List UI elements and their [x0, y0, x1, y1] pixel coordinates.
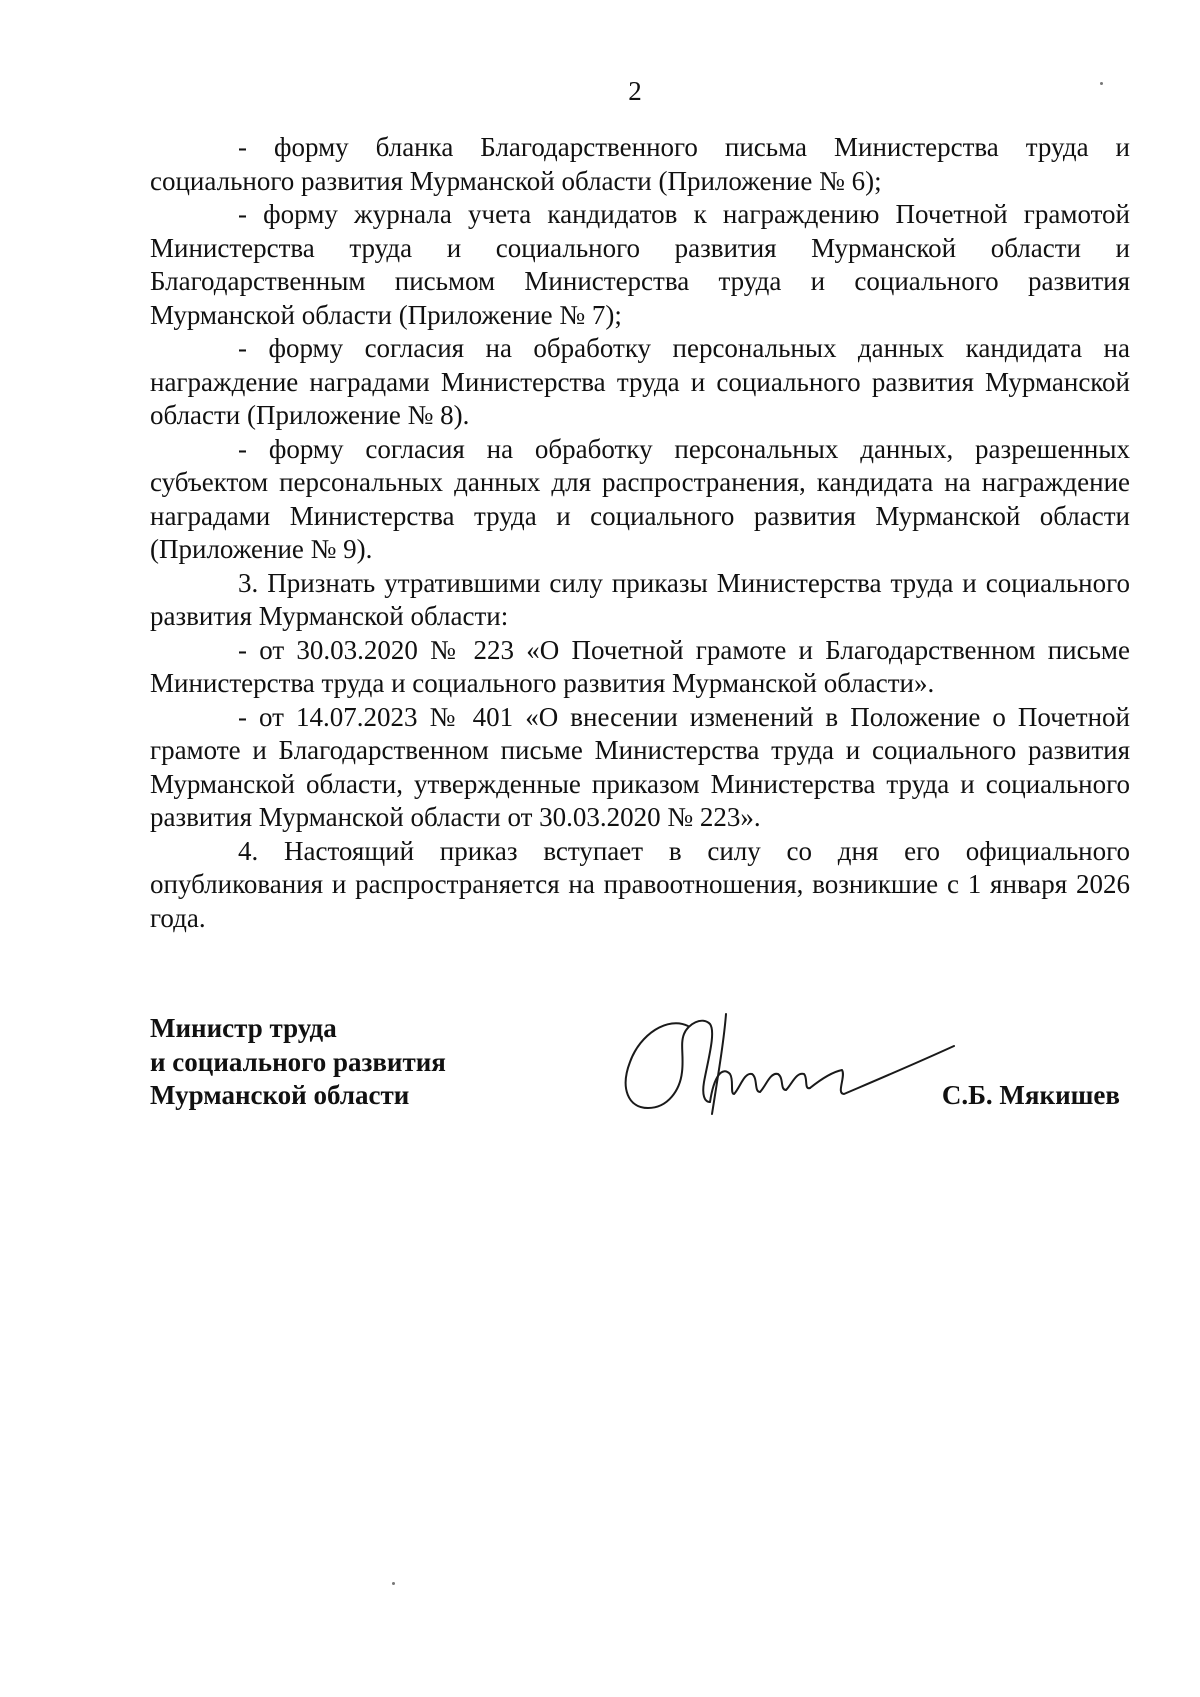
signer-title-line: Министр труда: [150, 1013, 337, 1043]
paragraph-item-3: 3. Признать утратившими силу приказы Министерства труда и социального развития Мурманской области:: [150, 567, 1130, 631]
page-number: 2: [628, 76, 642, 106]
paragraph-form-consent-personal-data: - форму согласия на обработку персональных данных кандидата на награждение наградами Министерства труда и социального развития Мурманской области (Приложение № 8).: [150, 333, 1130, 430]
paragraph-form-letter-blank: - форму бланка Благодарственного письма Министерства труда и социального развития Мурманской области (Приложение № 6);: [150, 132, 1130, 196]
signature-block: [150, 1012, 1130, 1152]
signer-title-line: и социального развития: [150, 1046, 446, 1077]
scan-speck: [392, 1582, 395, 1585]
paragraph-item-4: 4. Настоящий приказ вступает в силу со дня его официального опубликования и распространяется на правоотношения, возникшие с 1 января 2026 года.: [150, 835, 1130, 933]
document-body: [150, 131, 1130, 935]
signer-title: [150, 1012, 446, 1113]
signer-name: С.Б. Мякишев: [941, 1080, 1120, 1110]
scan-speck: [1100, 82, 1103, 85]
paragraph-order-223: - от 30.03.2020 № 223 «О Почетной грамоте и Благодарственном письме Министерства труда и социального развития Мурманской области».: [150, 634, 1130, 698]
paragraph-order-401: - от 14.07.2023 № 401 «О внесении изменений в Положение о Почетной грамоте и Благодарственном письме Министерства труда и социального развития Мурманской области, утвержденные приказом Министерства труда и социального развития Мурманской области от 30.03.2020 № 223».: [150, 701, 1130, 832]
handwritten-signature: [610, 990, 990, 1140]
signer-title-line: Мурманской области: [150, 1080, 410, 1110]
paragraph-form-journal: - форму журнала учета кандидатов к награждению Почетной грамотой Министерства труда и социального развития Мурманской области и Благодарственным письмом Министерства труда и социального развития Мурманской области (Приложение № 7);: [150, 199, 1130, 330]
paragraph-form-consent-distribution: - форму согласия на обработку персональных данных, разрешенных субъектом персональных данных для распространения, кандидата на награждение наградами Министерства труда и социального развития Мурманской области (Приложение № 9).: [150, 433, 1130, 564]
